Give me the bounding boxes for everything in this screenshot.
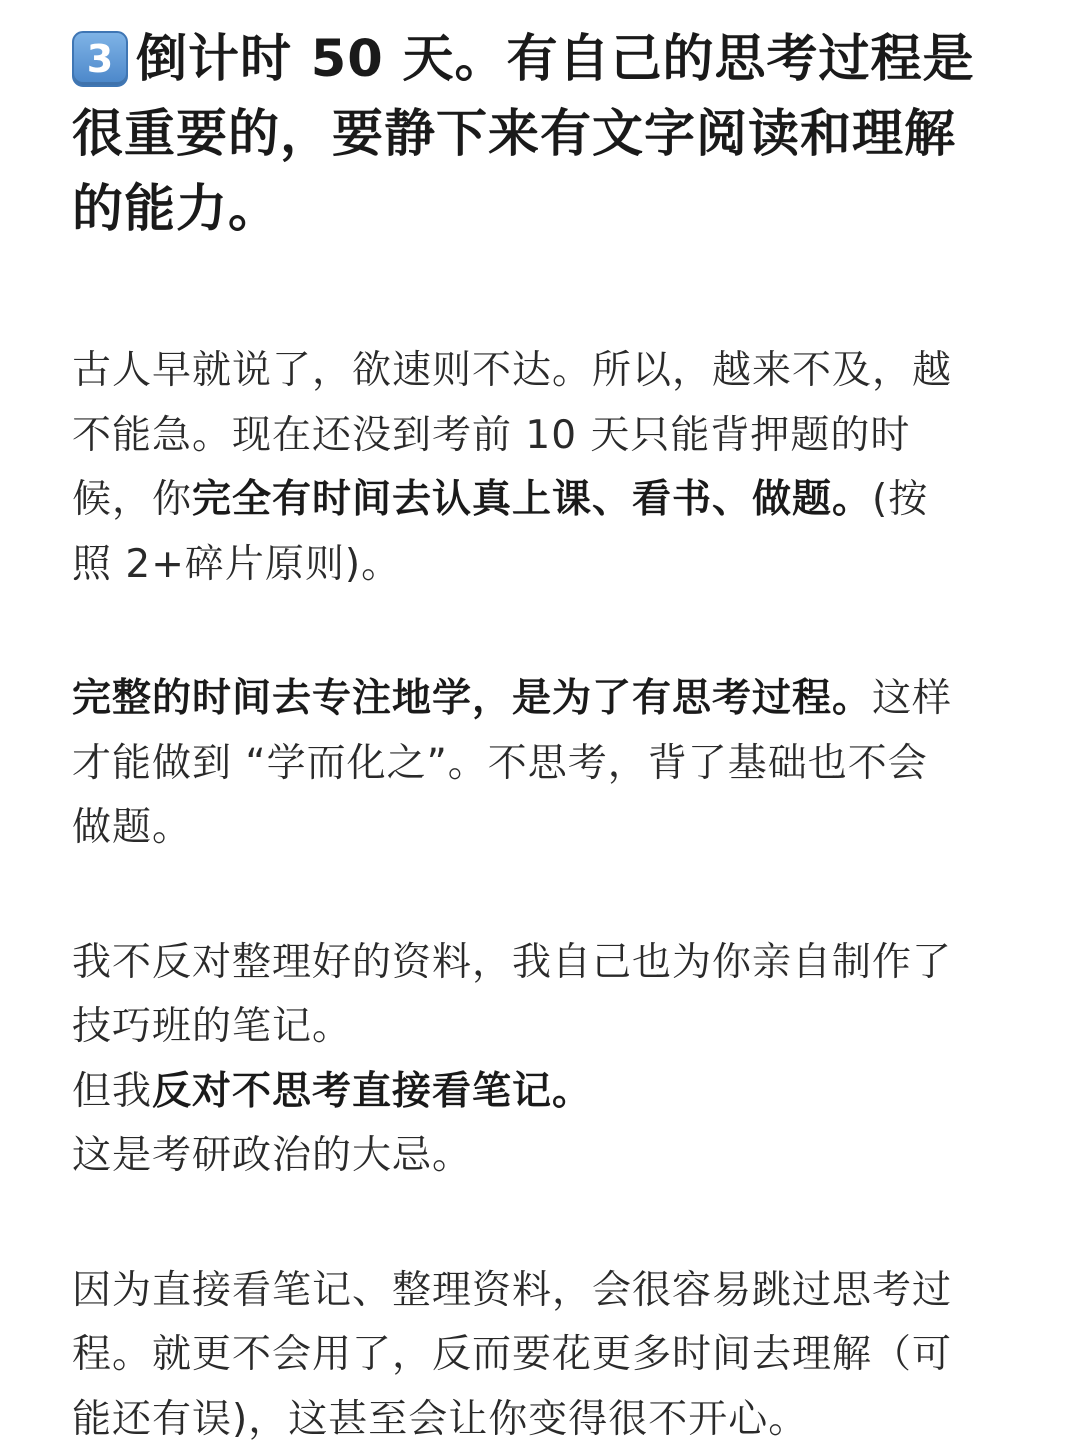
paragraph-3 [72,931,1010,1189]
paragraph-1 [72,339,1010,597]
title-line-2: 很重要的，要静下来有文字阅读和理解 [72,97,1010,172]
paragraph-4 [72,1259,1010,1452]
paragraph-1-emphasis: 完全有时间去认真上课、看书、做题。 [192,477,872,522]
title-line-1 [72,22,1010,97]
paragraph-4-line-1: 因为直接看笔记、整理资料，会很容易跳过思考过 [72,1259,1010,1324]
paragraph-1-line-2: 不能急。现在还没到考前 10 天只能背押题的时 [72,404,1010,469]
paragraph-2-line-3: 做题。 [72,796,1010,861]
paragraph-2-line-1-tail: 这样 [872,676,952,721]
paragraph-2-line-2: 才能做到 “学而化之”。不思考，背了基础也不会 [72,732,1010,797]
keycap-number-badge: 3 [72,31,128,87]
paragraph-1-line-1: 古人早就说了，欲速则不达。所以，越来不及，越 [72,339,1010,404]
title-text-1: 倒计时 50 天。有自己的思考过程是 [136,30,974,89]
paragraph-2 [72,667,1010,861]
paragraph-2-emphasis: 完整的时间去专注地学，是为了有思考过程。 [72,676,872,721]
paragraph-1-line-3 [72,468,1010,533]
paragraph-3-emphasis: 反对不思考直接看笔记。 [152,1069,592,1114]
paragraph-2-line-1 [72,667,1010,732]
paragraph-4-line-2: 程。就更不会用了，反而要花更多时间去理解（可 [72,1323,1010,1388]
paragraph-1-line-3-plain: 候，你 [72,477,192,522]
paragraph-3-line-3-plain: 但我 [72,1069,152,1114]
paragraph-1-line-3-tail: (按 [872,477,928,522]
title-line-3: 的能力。 [72,172,1010,247]
paragraph-4-line-3: 能还有误)，这甚至会让你变得很不开心。 [72,1388,1010,1452]
paragraph-3-line-1: 我不反对整理好的资料，我自己也为你亲自制作了 [72,931,1010,996]
paragraph-3-line-4: 这是考研政治的大忌。 [72,1124,1010,1189]
paragraph-3-line-3 [72,1060,1010,1125]
paragraph-3-line-2: 技巧班的笔记。 [72,995,1010,1060]
page-title [72,22,1010,247]
body-content [72,339,1010,1452]
paragraph-1-line-4: 照 2+碎片原则)。 [72,533,1010,598]
